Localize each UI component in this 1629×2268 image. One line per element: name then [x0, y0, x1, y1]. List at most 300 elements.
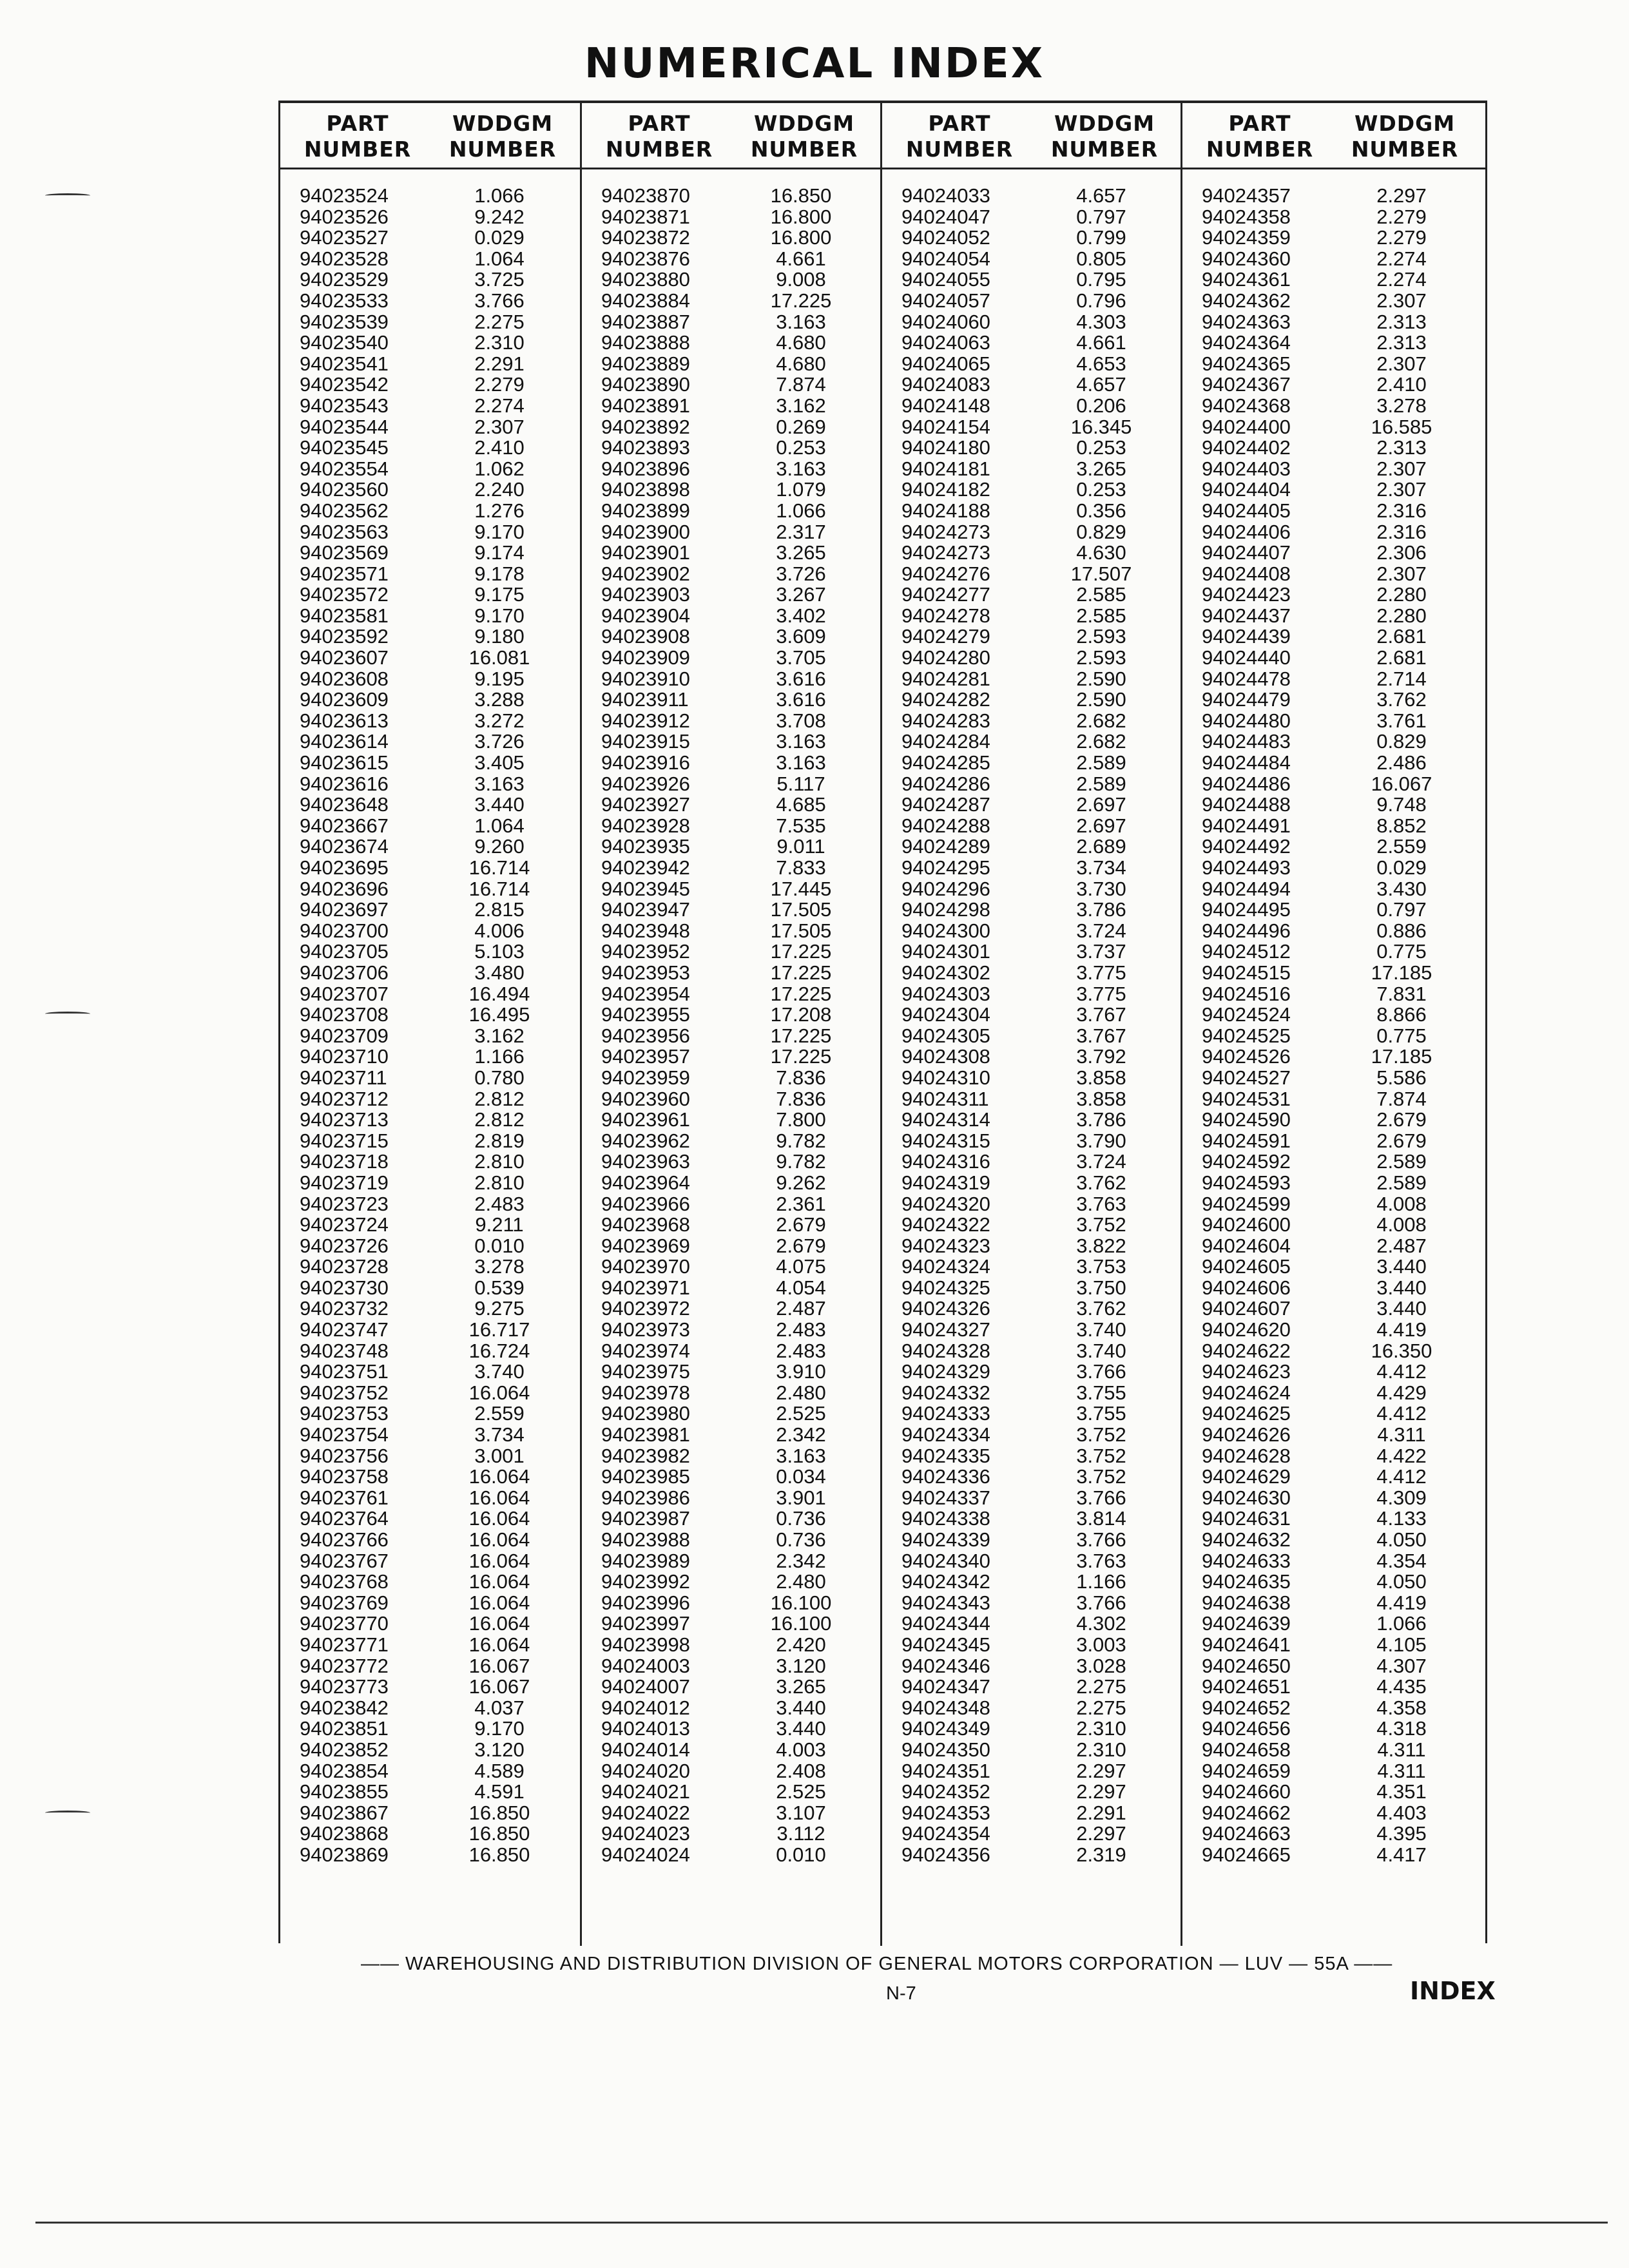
part-number: 94024439: [1202, 625, 1291, 648]
index-row: [280, 941, 580, 963]
part-number: 94023986: [601, 1486, 690, 1509]
wddgm-number: 2.307: [474, 415, 525, 438]
part-number: 94024325: [901, 1276, 990, 1299]
part-number: 94023754: [300, 1423, 389, 1446]
wddgm-number: 3.755: [1076, 1381, 1126, 1404]
wddgm-number: 3.752: [1076, 1444, 1126, 1467]
header-line: NUMBER: [905, 137, 1014, 162]
part-number: 94023891: [601, 394, 690, 417]
index-row: [280, 984, 580, 1005]
wddgm-number: 16.714: [468, 877, 530, 900]
part-number: 94023888: [601, 331, 690, 354]
part-number: 94024279: [901, 625, 990, 648]
part-number: 94023753: [300, 1402, 389, 1425]
index-row: [1182, 522, 1485, 543]
part-number: 94024014: [601, 1738, 690, 1761]
wddgm-number: 3.750: [1076, 1276, 1126, 1299]
part-number: 94023992: [601, 1570, 690, 1593]
wddgm-number: 0.253: [776, 436, 826, 459]
part-number: 94024402: [1202, 436, 1291, 459]
bottom-rule: [35, 2222, 1608, 2224]
index-row: [582, 858, 880, 879]
wddgm-number: 4.653: [1076, 352, 1126, 375]
index-row: [280, 522, 580, 543]
part-number: 94024021: [601, 1780, 690, 1803]
wddgm-number-header: [432, 111, 574, 162]
index-row: [582, 584, 880, 606]
wddgm-number: 2.291: [474, 352, 525, 375]
wddgm-number: 2.697: [1076, 814, 1126, 837]
header-line: NUMBER: [1351, 137, 1459, 162]
wddgm-number: 2.420: [776, 1633, 826, 1656]
index-row: [1182, 606, 1485, 627]
part-number: 94024344: [901, 1612, 990, 1635]
wddgm-number: 3.792: [1076, 1045, 1126, 1068]
part-number: 94023911: [601, 688, 689, 711]
part-number: 94023563: [300, 520, 389, 543]
part-number: 94024593: [1202, 1171, 1291, 1194]
index-row: [582, 1488, 880, 1509]
part-number: 94023713: [300, 1108, 389, 1131]
header-line: WDDGM: [452, 111, 554, 136]
part-number: 94023712: [300, 1087, 389, 1110]
wddgm-number: 16.850: [770, 184, 832, 207]
part-number: 94024406: [1202, 520, 1291, 543]
index-row: [1182, 459, 1485, 480]
part-number: 94023989: [601, 1549, 690, 1572]
binder-hole-mark: [45, 1811, 90, 1815]
index-row: [582, 1151, 880, 1173]
index-row: [1182, 1026, 1485, 1047]
part-number: 94024354: [901, 1822, 990, 1845]
index-row: [882, 1361, 1181, 1383]
index-row: [1182, 836, 1485, 858]
index-row: [1182, 1677, 1485, 1698]
index-row: [1182, 1718, 1485, 1740]
part-number: 94023926: [601, 772, 690, 795]
part-number: 94023893: [601, 436, 690, 459]
index-row: [882, 689, 1181, 711]
part-number: 94024516: [1202, 982, 1291, 1005]
part-number: 94024284: [901, 730, 990, 753]
wddgm-number: 4.311: [1377, 1759, 1426, 1782]
part-number: 94023957: [601, 1045, 690, 1068]
index-row: [1182, 1194, 1485, 1215]
part-number: 94024302: [901, 961, 990, 984]
wddgm-number: 3.120: [474, 1738, 525, 1761]
part-number: 94024591: [1202, 1129, 1291, 1152]
wddgm-number: 16.714: [468, 856, 530, 879]
wddgm-number: 17.208: [770, 1003, 832, 1026]
wddgm-number: 9.170: [474, 520, 525, 543]
wddgm-number: 2.307: [1376, 457, 1427, 480]
part-number: 94024351: [901, 1759, 990, 1782]
wddgm-number: 2.480: [776, 1570, 826, 1593]
wddgm-number: 4.302: [1076, 1612, 1126, 1635]
part-number: 94023545: [300, 436, 389, 459]
wddgm-number: 16.064: [468, 1570, 530, 1593]
part-number: 94024188: [901, 499, 990, 522]
index-row: [280, 879, 580, 900]
index-row: [582, 1256, 880, 1278]
part-number: 94024356: [901, 1843, 990, 1866]
part-number: 94024480: [1202, 709, 1291, 732]
index-row: [1182, 1256, 1485, 1278]
index-row: [882, 963, 1181, 984]
index-row: [280, 459, 580, 480]
wddgm-number: 3.761: [1376, 709, 1427, 732]
index-row: [1182, 1151, 1485, 1173]
wddgm-number: 3.440: [1376, 1297, 1427, 1320]
part-number: 94024154: [901, 415, 990, 438]
index-row: [882, 753, 1181, 774]
part-number: 94024335: [901, 1444, 990, 1467]
wddgm-number: 1.166: [474, 1045, 525, 1068]
part-number: 94024368: [1202, 394, 1291, 417]
wddgm-number: 0.829: [1076, 520, 1126, 543]
wddgm-number: 4.589: [474, 1759, 525, 1782]
index-row: [1182, 1383, 1485, 1404]
wddgm-number: 16.100: [770, 1591, 832, 1614]
part-number: 94023756: [300, 1444, 389, 1467]
wddgm-number: 16.350: [1371, 1339, 1432, 1362]
index-row: [582, 731, 880, 753]
part-number: 94023871: [601, 205, 690, 228]
part-number: 94024639: [1202, 1612, 1291, 1635]
part-number: 94023890: [601, 373, 690, 396]
index-row: [582, 1068, 880, 1089]
index-row: [280, 1278, 580, 1299]
index-row: [582, 312, 880, 333]
part-number: 94024625: [1202, 1402, 1291, 1425]
index-row: [882, 227, 1181, 249]
index-row: [882, 1110, 1181, 1131]
index-row: [280, 1613, 580, 1635]
wddgm-number: 3.272: [474, 709, 525, 732]
wddgm-number: 3.767: [1076, 1003, 1126, 1026]
part-number: 94024408: [1202, 562, 1291, 585]
index-row: [1182, 1361, 1485, 1383]
part-number: 94023718: [300, 1150, 389, 1173]
index-row: [882, 1194, 1181, 1215]
part-number: 94023876: [601, 247, 690, 270]
part-number: 94024484: [1202, 751, 1291, 774]
part-number: 94024033: [901, 184, 990, 207]
part-number: 94024303: [901, 982, 990, 1005]
part-number: 94023695: [300, 856, 389, 879]
part-number: 94024057: [901, 289, 990, 312]
index-row: [582, 1551, 880, 1572]
wddgm-number: 0.539: [474, 1276, 525, 1299]
wddgm-number: 2.689: [1076, 835, 1126, 858]
wddgm-number: 3.726: [474, 730, 525, 753]
part-number: 94024047: [901, 205, 990, 228]
wddgm-number: 4.311: [1377, 1423, 1426, 1446]
wddgm-number: 5.103: [474, 940, 525, 963]
wddgm-number: 2.275: [1076, 1675, 1126, 1698]
index-row: [1182, 584, 1485, 606]
header-line: NUMBER: [605, 137, 713, 162]
index-row: [582, 689, 880, 711]
part-number: 94024283: [901, 709, 990, 732]
wddgm-number: 9.782: [776, 1129, 826, 1152]
part-number: 94023867: [300, 1801, 389, 1824]
wddgm-number: 3.107: [776, 1801, 826, 1824]
index-row: [582, 1508, 880, 1530]
index-row: [882, 1026, 1181, 1047]
index-row: [882, 522, 1181, 543]
part-number: 94024483: [1202, 730, 1291, 753]
index-row: [280, 186, 580, 207]
index-row: [882, 437, 1181, 459]
index-row: [280, 312, 580, 333]
part-number: 94023581: [300, 604, 389, 627]
index-rows: [882, 186, 1181, 1866]
part-number: 94024277: [901, 583, 990, 606]
index-row: [882, 1593, 1181, 1614]
index-row: [280, 711, 580, 732]
wddgm-number: 2.483: [474, 1192, 525, 1215]
wddgm-number: 2.310: [474, 331, 525, 354]
wddgm-number: 2.697: [1076, 793, 1126, 816]
wddgm-number: 2.319: [1076, 1843, 1126, 1866]
wddgm-number: 0.829: [1376, 730, 1427, 753]
index-row: [582, 564, 880, 585]
index-row: [1182, 1425, 1485, 1446]
index-row: [582, 1089, 880, 1110]
wddgm-number: 4.680: [776, 352, 826, 375]
index-row: [882, 207, 1181, 228]
part-number: 94023904: [601, 604, 690, 627]
wddgm-number: 2.589: [1376, 1150, 1427, 1173]
index-row: [280, 1593, 580, 1614]
wddgm-number: 3.162: [474, 1024, 525, 1047]
index-row: [882, 731, 1181, 753]
wddgm-number: 9.180: [474, 625, 525, 648]
index-row: [582, 1110, 880, 1131]
header-line: NUMBER: [304, 137, 412, 162]
part-number: 94024633: [1202, 1549, 1291, 1572]
index-row: [882, 1236, 1181, 1257]
part-number: 94024491: [1202, 814, 1291, 837]
wddgm-number: 2.679: [776, 1234, 826, 1257]
wddgm-number: 3.762: [1076, 1297, 1126, 1320]
index-row: [280, 1656, 580, 1677]
part-number: 94023980: [601, 1402, 690, 1425]
part-number: 94023752: [300, 1381, 389, 1404]
wddgm-number: 3.814: [1076, 1507, 1126, 1530]
index-row: [882, 858, 1181, 879]
wddgm-number: 3.265: [1076, 457, 1126, 480]
index-row: [280, 1823, 580, 1845]
wddgm-number: 3.440: [474, 793, 525, 816]
index-row: [582, 1782, 880, 1803]
index-row: [280, 479, 580, 501]
part-number: 94023901: [601, 541, 690, 564]
wddgm-number: 2.812: [474, 1087, 525, 1110]
index-row: [582, 941, 880, 963]
index-row: [582, 396, 880, 417]
index-row: [280, 1110, 580, 1131]
index-row: [882, 1508, 1181, 1530]
part-number: 94023899: [601, 499, 690, 522]
wddgm-number: 0.029: [474, 226, 525, 249]
wddgm-number: 0.206: [1076, 394, 1126, 417]
part-number: 94023974: [601, 1339, 690, 1362]
index-row: [882, 1425, 1181, 1446]
index-row: [280, 689, 580, 711]
column-header: [882, 103, 1181, 169]
wddgm-number: 3.001: [474, 1444, 525, 1467]
part-number: 94024296: [901, 877, 990, 900]
part-number: 94024358: [1202, 205, 1291, 228]
wddgm-number: 4.419: [1376, 1318, 1427, 1341]
wddgm-number: 0.886: [1376, 919, 1427, 942]
index-row: [280, 332, 580, 354]
wddgm-number: 4.303: [1076, 310, 1126, 333]
index-row: [882, 1341, 1181, 1362]
index-row: [582, 1698, 880, 1719]
wddgm-number: 4.307: [1376, 1654, 1427, 1677]
part-number: 94024628: [1202, 1444, 1291, 1467]
part-number: 94023526: [300, 205, 389, 228]
wddgm-number: 2.483: [776, 1318, 826, 1341]
index-row: [280, 648, 580, 669]
wddgm-number: 2.291: [1076, 1801, 1126, 1824]
part-number: 94024320: [901, 1192, 990, 1215]
index-row: [280, 1215, 580, 1236]
wddgm-number: 1.064: [474, 814, 525, 837]
part-number: 94024350: [901, 1738, 990, 1761]
index-row: [882, 1677, 1181, 1698]
index-rows: [582, 186, 880, 1866]
index-row: [882, 1530, 1181, 1551]
wddgm-number: 16.495: [468, 1003, 530, 1026]
index-row: [280, 1046, 580, 1068]
index-row: [582, 648, 880, 669]
wddgm-number: 3.775: [1076, 982, 1126, 1005]
part-number: 94024343: [901, 1591, 990, 1614]
index-row: [280, 354, 580, 375]
part-number: 94024316: [901, 1150, 990, 1173]
index-row: [582, 711, 880, 732]
wddgm-number: 2.679: [776, 1213, 826, 1236]
index-row: [1182, 816, 1485, 837]
part-number: 94024065: [901, 352, 990, 375]
wddgm-number: 3.405: [474, 751, 525, 774]
wddgm-number: 3.755: [1076, 1402, 1126, 1425]
wddgm-number: 3.726: [776, 562, 826, 585]
part-number: 94023772: [300, 1654, 389, 1677]
wddgm-number: 2.297: [1076, 1822, 1126, 1845]
index-row: [582, 1530, 880, 1551]
index-row: [1182, 1656, 1485, 1677]
index-row: [582, 794, 880, 816]
wddgm-number: 3.822: [1076, 1234, 1126, 1257]
part-number: 94024339: [901, 1528, 990, 1551]
index-row: [1182, 1278, 1485, 1299]
index-row: [582, 332, 880, 354]
wddgm-number: 2.279: [1376, 226, 1427, 249]
part-number: 94024055: [901, 268, 990, 291]
header-line: NUMBER: [448, 137, 557, 162]
index-row: [882, 1403, 1181, 1425]
index-row: [882, 711, 1181, 732]
part-number: 94024326: [901, 1297, 990, 1320]
part-number: 94024308: [901, 1045, 990, 1068]
index-row: [882, 312, 1181, 333]
part-number: 94024592: [1202, 1150, 1291, 1173]
part-number: 94024631: [1202, 1507, 1291, 1530]
index-row: [882, 459, 1181, 480]
index-row: [882, 774, 1181, 795]
part-number: 94024328: [901, 1339, 990, 1362]
index-row: [582, 899, 880, 921]
part-number-header: [588, 111, 730, 162]
index-row: [280, 1782, 580, 1803]
index-row: [280, 858, 580, 879]
wddgm-number: 17.225: [770, 1024, 832, 1047]
wddgm-number: 4.050: [1376, 1528, 1427, 1551]
part-number: 94023674: [300, 835, 389, 858]
index-row: [1182, 1446, 1485, 1467]
wddgm-number: 3.112: [776, 1822, 825, 1845]
index-row: [582, 921, 880, 942]
part-number: 94023768: [300, 1570, 389, 1593]
index-row: [582, 249, 880, 270]
wddgm-number: 2.559: [474, 1402, 525, 1425]
wddgm-number: 2.679: [1376, 1108, 1427, 1131]
index-row: [882, 1131, 1181, 1152]
part-number: 94023533: [300, 289, 389, 312]
index-row: [582, 669, 880, 690]
part-number: 94023616: [300, 772, 389, 795]
part-number: 94024622: [1202, 1339, 1291, 1362]
part-number: 94023705: [300, 940, 389, 963]
index-row: [582, 1656, 880, 1677]
part-number: 94024304: [901, 1003, 990, 1026]
wddgm-number: 3.734: [474, 1423, 525, 1446]
part-number: 94023927: [601, 793, 690, 816]
part-number: 94023696: [300, 877, 389, 900]
wddgm-number: 3.708: [776, 709, 826, 732]
wddgm-number: 7.831: [1376, 982, 1427, 1005]
part-number: 94024367: [1202, 373, 1291, 396]
index-row: [1182, 1571, 1485, 1593]
part-number: 94024054: [901, 247, 990, 270]
part-number: 94023963: [601, 1150, 690, 1173]
wddgm-number: 3.163: [776, 457, 826, 480]
part-number: 94023540: [300, 331, 389, 354]
index-row: [582, 1761, 880, 1782]
wddgm-number: 4.412: [1376, 1360, 1427, 1383]
index-row: [280, 437, 580, 459]
wddgm-number: 16.850: [468, 1822, 530, 1845]
index-row: [1182, 332, 1485, 354]
index-row: [280, 1466, 580, 1488]
index-row: [1182, 374, 1485, 396]
part-number: 94024659: [1202, 1759, 1291, 1782]
wddgm-number: 5.117: [776, 772, 825, 795]
part-number: 94023529: [300, 268, 389, 291]
wddgm-number: 16.067: [468, 1654, 530, 1677]
part-number: 94024440: [1202, 646, 1291, 669]
wddgm-number: 1.066: [1376, 1612, 1427, 1635]
index-row: [582, 1466, 880, 1488]
wddgm-number: 2.310: [1076, 1738, 1126, 1761]
index-row: [280, 1425, 580, 1446]
part-number: 94023912: [601, 709, 690, 732]
